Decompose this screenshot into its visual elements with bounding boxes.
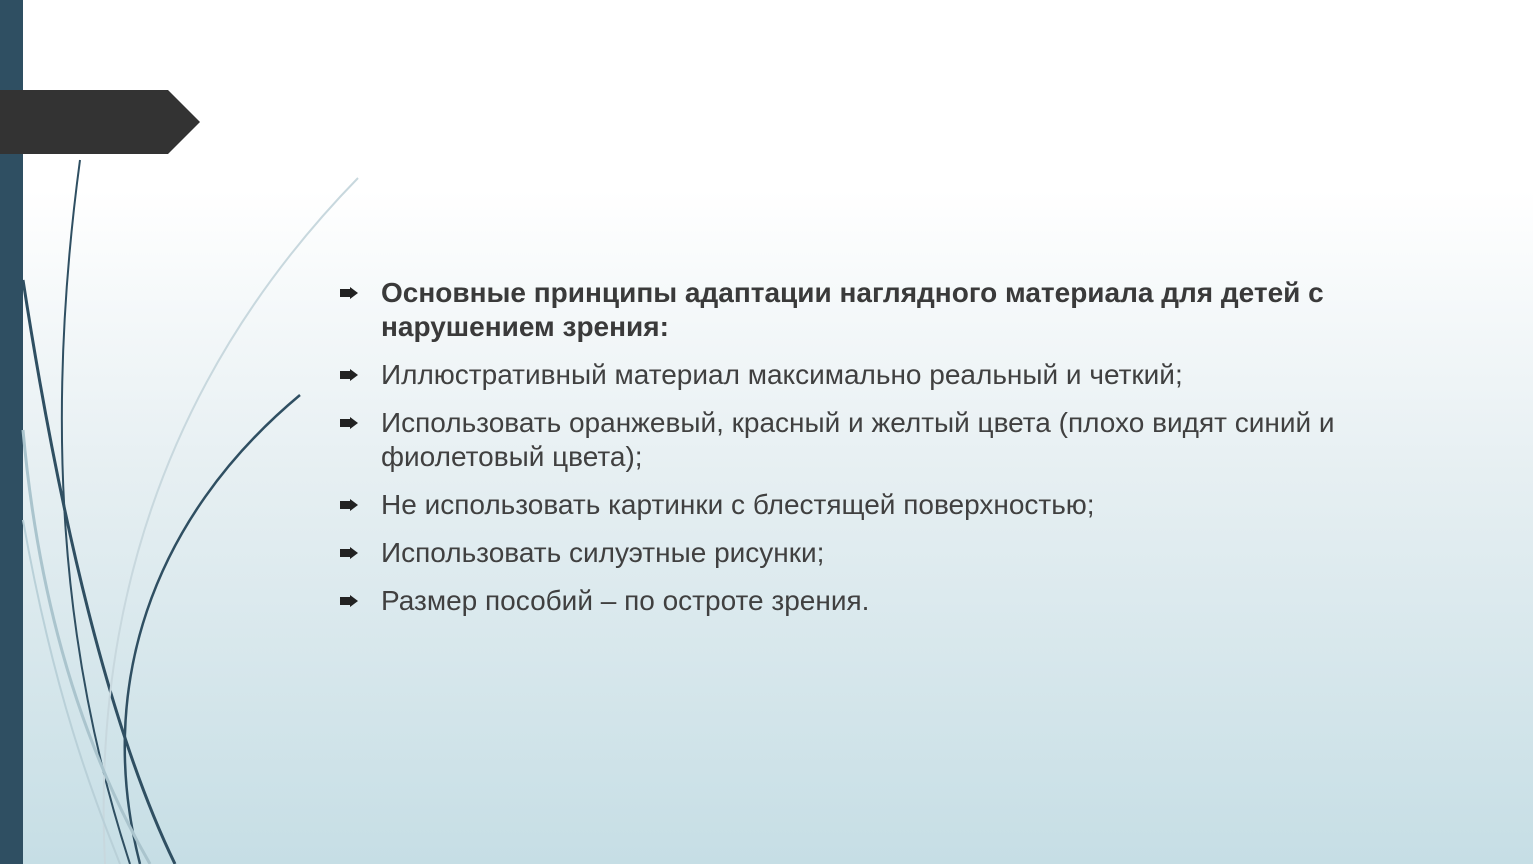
bullet-arrow-icon	[340, 499, 358, 511]
bullet-list	[338, 276, 1458, 618]
bullet-item-6	[338, 584, 1458, 618]
bullet-arrow-icon	[340, 417, 358, 429]
bullet-item-2	[338, 358, 1458, 392]
bullet-arrow-icon	[340, 547, 358, 559]
bullet-text: Основные принципы адаптации наглядного материала для детей с нарушением зрения:	[381, 277, 1324, 342]
bullet-arrow-icon	[340, 287, 358, 299]
bullet-arrow-icon	[340, 369, 358, 381]
bullet-text: Не использовать картинки с блестящей поверхностью;	[381, 489, 1095, 520]
bullet-text: Использовать оранжевый, красный и желтый цвета (плохо видят синий и фиолетовый цвета);	[381, 407, 1335, 472]
bullet-item-4	[338, 488, 1458, 522]
bullet-text: Использовать силуэтные рисунки;	[381, 537, 825, 568]
bullet-text: Размер пособий – по остроте зрения.	[381, 585, 870, 616]
bullet-item-5	[338, 536, 1458, 570]
bullet-item-1	[338, 276, 1458, 344]
bullet-text: Иллюстративный материал максимально реальный и четкий;	[381, 359, 1183, 390]
bullet-arrow-icon	[340, 595, 358, 607]
slide-content	[338, 276, 1458, 632]
bullet-item-3	[338, 406, 1458, 474]
